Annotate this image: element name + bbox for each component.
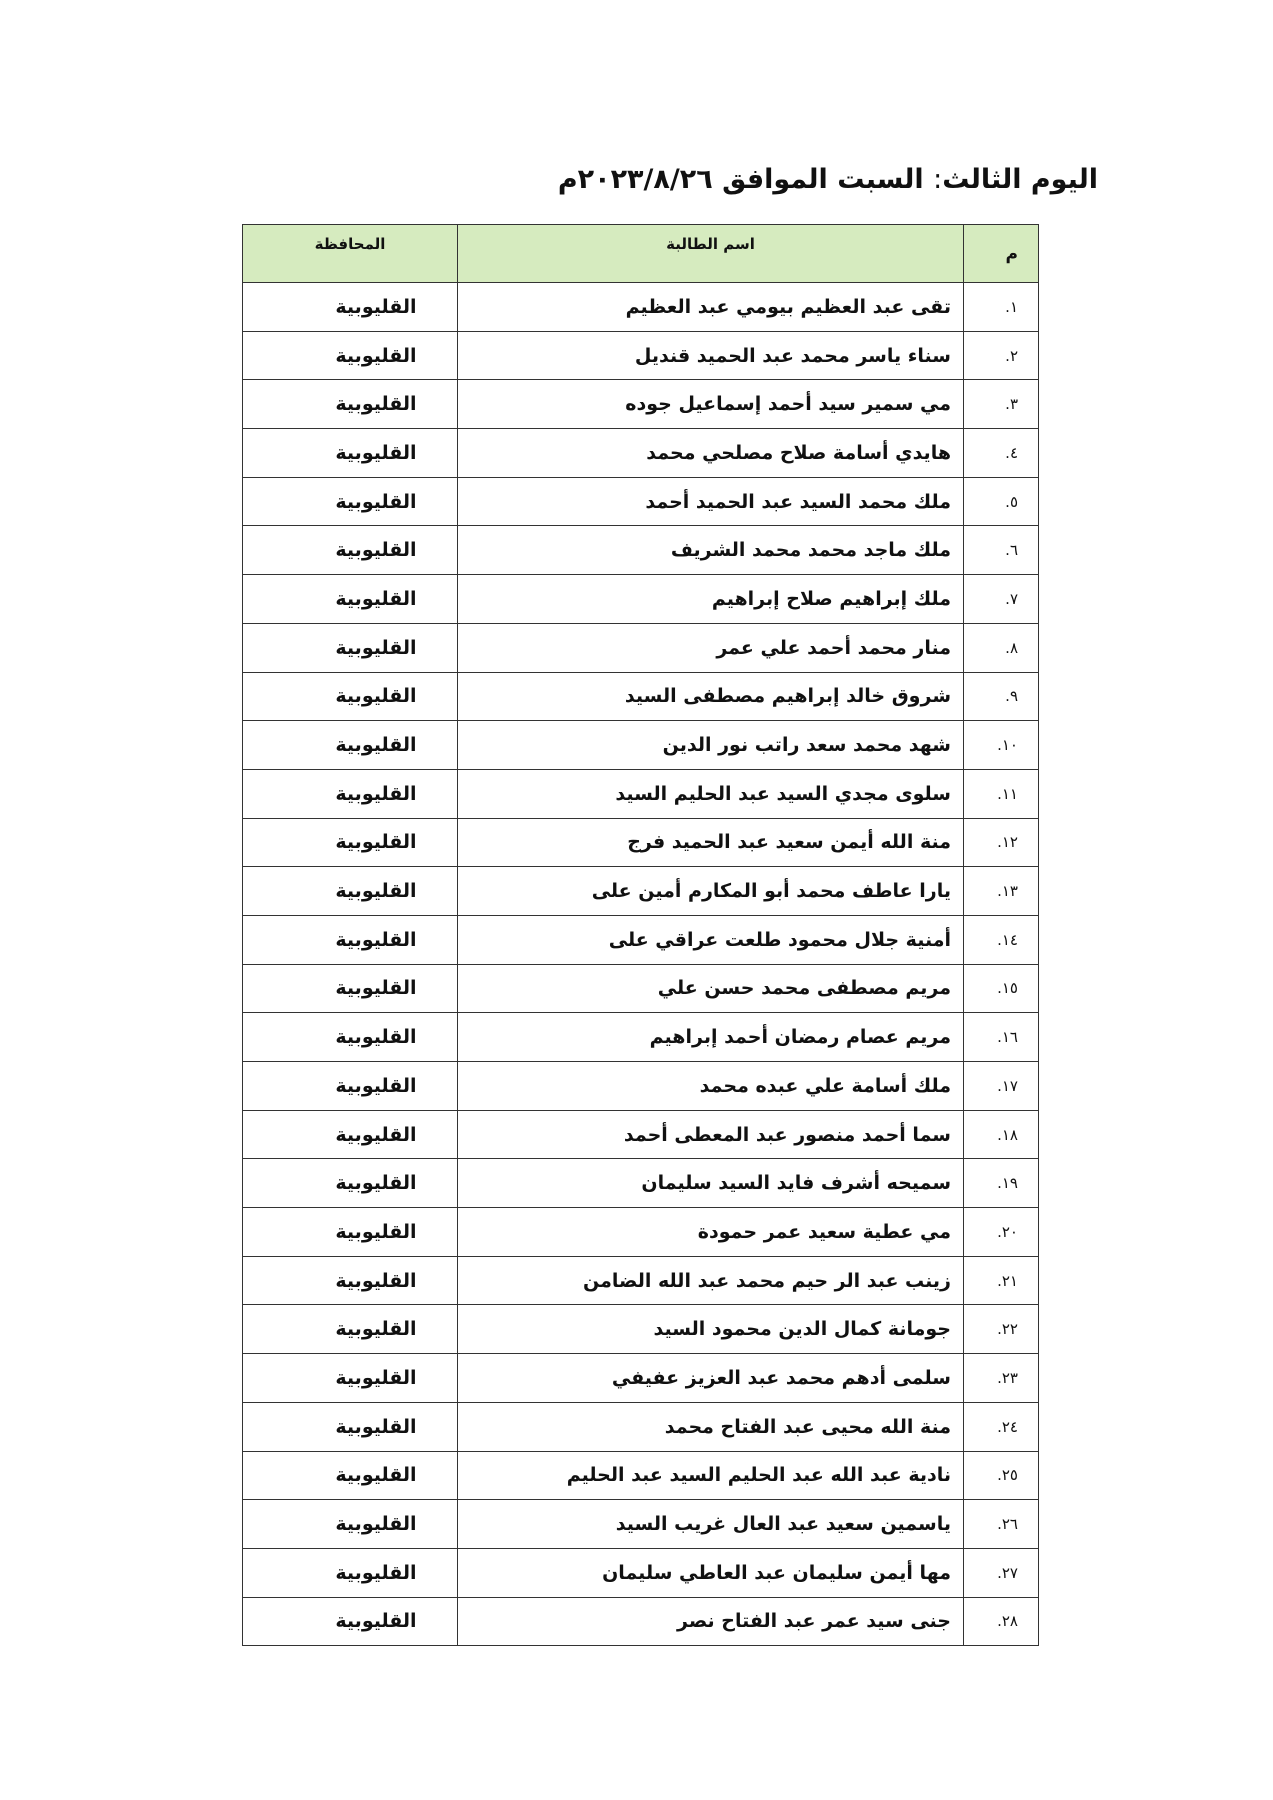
- table-row: [243, 1402, 1039, 1451]
- row-number: ١.: [964, 283, 1039, 332]
- student-name: مها أيمن سليمان عبد العاطي سليمان: [458, 1548, 964, 1597]
- row-number: ١٤.: [964, 915, 1039, 964]
- student-name: منة الله أيمن سعيد عبد الحميد فرج: [458, 818, 964, 867]
- row-number: ١٠.: [964, 721, 1039, 770]
- student-name: يارا عاطف محمد أبو المكارم أمين على: [458, 867, 964, 916]
- table-row: [243, 867, 1039, 916]
- governorate: القليوبية: [243, 477, 458, 526]
- row-number: ١١.: [964, 769, 1039, 818]
- table-row: [243, 526, 1039, 575]
- header-governorate: المحافظة: [243, 225, 458, 283]
- row-number: ٣.: [964, 380, 1039, 429]
- student-name: ملك أسامة علي عبده محمد: [458, 1062, 964, 1111]
- student-name: جومانة كمال الدين محمود السيد: [458, 1305, 964, 1354]
- governorate: القليوبية: [243, 1451, 458, 1500]
- governorate: القليوبية: [243, 769, 458, 818]
- student-name: مي عطية سعيد عمر حمودة: [458, 1208, 964, 1257]
- table-row: [243, 429, 1039, 478]
- table-row: [243, 1110, 1039, 1159]
- student-name: سناء ياسر محمد عبد الحميد قنديل: [458, 331, 964, 380]
- row-number: ١٨.: [964, 1110, 1039, 1159]
- title-separator: :: [933, 164, 943, 195]
- row-number: ١٧.: [964, 1062, 1039, 1111]
- table-row: [243, 1305, 1039, 1354]
- table-row: [243, 964, 1039, 1013]
- student-name: جنى سيد عمر عبد الفتاح نصر: [458, 1597, 964, 1646]
- governorate: القليوبية: [243, 1256, 458, 1305]
- table-row: [243, 769, 1039, 818]
- table-row: [243, 380, 1039, 429]
- student-name: نادية عبد الله عبد الحليم السيد عبد الحليم: [458, 1451, 964, 1500]
- table-body: [243, 283, 1039, 1646]
- table-row: [243, 1256, 1039, 1305]
- table-row: [243, 623, 1039, 672]
- table-row: [243, 575, 1039, 624]
- governorate: القليوبية: [243, 380, 458, 429]
- header-name: اسم الطالبة: [458, 225, 964, 283]
- student-name: زينب عبد الر حيم محمد عبد الله الضامن: [458, 1256, 964, 1305]
- table-row: [243, 672, 1039, 721]
- row-number: ٢٤.: [964, 1402, 1039, 1451]
- table-row: [243, 721, 1039, 770]
- table-row: [243, 1451, 1039, 1500]
- governorate: القليوبية: [243, 1402, 458, 1451]
- student-name: هايدي أسامة صلاح مصلحي محمد: [458, 429, 964, 478]
- governorate: القليوبية: [243, 672, 458, 721]
- table-row: [243, 915, 1039, 964]
- title-day: اليوم الثالث: [942, 164, 1098, 195]
- row-number: ٨.: [964, 623, 1039, 672]
- row-number: ٧.: [964, 575, 1039, 624]
- governorate: القليوبية: [243, 1110, 458, 1159]
- student-name: ملك إبراهيم صلاح إبراهيم: [458, 575, 964, 624]
- student-name: مريم عصام رمضان أحمد إبراهيم: [458, 1013, 964, 1062]
- row-number: ٢٧.: [964, 1548, 1039, 1597]
- student-name: منار محمد أحمد علي عمر: [458, 623, 964, 672]
- row-number: ٦.: [964, 526, 1039, 575]
- governorate: القليوبية: [243, 915, 458, 964]
- governorate: القليوبية: [243, 1354, 458, 1403]
- governorate: القليوبية: [243, 1548, 458, 1597]
- row-number: ٢٢.: [964, 1305, 1039, 1354]
- governorate: القليوبية: [243, 1305, 458, 1354]
- row-number: ٤.: [964, 429, 1039, 478]
- table-row: [243, 1159, 1039, 1208]
- governorate: القليوبية: [243, 1062, 458, 1111]
- student-name: مي سمير سيد أحمد إسماعيل جوده: [458, 380, 964, 429]
- row-number: ٥.: [964, 477, 1039, 526]
- row-number: ٢٠.: [964, 1208, 1039, 1257]
- row-number: ١٣.: [964, 867, 1039, 916]
- row-number: ٢.: [964, 331, 1039, 380]
- row-number: ٢٣.: [964, 1354, 1039, 1403]
- student-name: ملك ماجد محمد محمد الشريف: [458, 526, 964, 575]
- governorate: القليوبية: [243, 1597, 458, 1646]
- table-row: [243, 331, 1039, 380]
- student-name: سلمى أدهم محمد عبد العزيز عفيفي: [458, 1354, 964, 1403]
- student-name: سميحه أشرف فايد السيد سليمان: [458, 1159, 964, 1208]
- table-row: [243, 1013, 1039, 1062]
- governorate: القليوبية: [243, 623, 458, 672]
- student-name: منة الله محيى عبد الفتاح محمد: [458, 1402, 964, 1451]
- table-header-row: [243, 225, 1039, 283]
- row-number: ٢٨.: [964, 1597, 1039, 1646]
- governorate: القليوبية: [243, 1208, 458, 1257]
- governorate: القليوبية: [243, 867, 458, 916]
- governorate: القليوبية: [243, 283, 458, 332]
- governorate: القليوبية: [243, 818, 458, 867]
- student-name: شهد محمد سعد راتب نور الدين: [458, 721, 964, 770]
- row-number: ٢٥.: [964, 1451, 1039, 1500]
- student-name: مريم مصطفى محمد حسن علي: [458, 964, 964, 1013]
- table-row: [243, 283, 1039, 332]
- student-name: سما أحمد منصور عبد المعطى أحمد: [458, 1110, 964, 1159]
- student-name: سلوى مجدي السيد عبد الحليم السيد: [458, 769, 964, 818]
- student-name: ياسمين سعيد عبد العال غريب السيد: [458, 1500, 964, 1549]
- row-number: ١٦.: [964, 1013, 1039, 1062]
- governorate: القليوبية: [243, 1500, 458, 1549]
- table-row: [243, 1208, 1039, 1257]
- table-row: [243, 1548, 1039, 1597]
- governorate: القليوبية: [243, 575, 458, 624]
- governorate: القليوبية: [243, 429, 458, 478]
- table-row: [243, 477, 1039, 526]
- governorate: القليوبية: [243, 1013, 458, 1062]
- row-number: ٩.: [964, 672, 1039, 721]
- student-name: شروق خالد إبراهيم مصطفى السيد: [458, 672, 964, 721]
- row-number: ١٢.: [964, 818, 1039, 867]
- governorate: القليوبية: [243, 1159, 458, 1208]
- student-table: [242, 224, 1039, 1646]
- header-number: م: [964, 225, 1039, 283]
- row-number: ١٥.: [964, 964, 1039, 1013]
- table-row: [243, 1062, 1039, 1111]
- governorate: القليوبية: [243, 964, 458, 1013]
- governorate: القليوبية: [243, 331, 458, 380]
- page-title: [558, 160, 1098, 200]
- student-name: تقى عبد العظيم بيومي عبد العظيم: [458, 283, 964, 332]
- row-number: ٢١.: [964, 1256, 1039, 1305]
- student-name: ملك محمد السيد عبد الحميد أحمد: [458, 477, 964, 526]
- table-row: [243, 1597, 1039, 1646]
- row-number: ١٩.: [964, 1159, 1039, 1208]
- table-row: [243, 1354, 1039, 1403]
- governorate: القليوبية: [243, 526, 458, 575]
- table-row: [243, 818, 1039, 867]
- title-date: السبت الموافق ٢٠٢٣/٨/٢٦م: [557, 164, 924, 195]
- table-row: [243, 1500, 1039, 1549]
- governorate: القليوبية: [243, 721, 458, 770]
- row-number: ٢٦.: [964, 1500, 1039, 1549]
- student-name: أمنية جلال محمود طلعت عراقي على: [458, 915, 964, 964]
